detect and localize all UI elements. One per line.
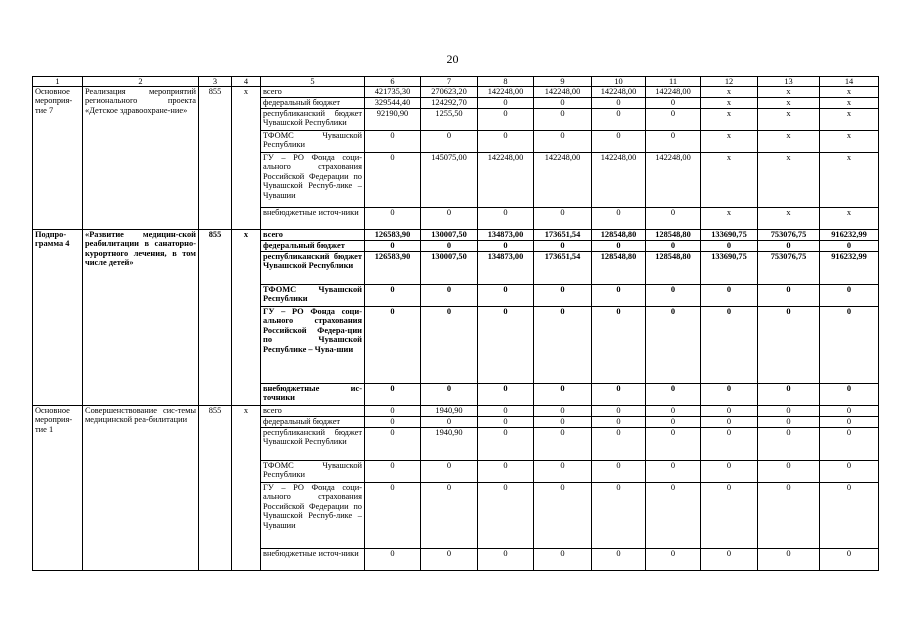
funding-source: внебюджетные ис-точники xyxy=(261,384,365,406)
value-cell: 0 xyxy=(365,307,421,384)
value-cell: 0 xyxy=(646,98,701,109)
value-cell: 0 xyxy=(534,428,592,461)
column-header: 13 xyxy=(758,77,820,87)
value-cell: 0 xyxy=(421,483,478,549)
value-cell: 0 xyxy=(478,98,534,109)
value-cell: 0 xyxy=(592,461,646,483)
value-cell: 0 xyxy=(758,241,820,252)
value-cell: 0 xyxy=(478,131,534,153)
value-cell: х xyxy=(758,109,820,131)
value-cell: 0 xyxy=(534,241,592,252)
value-cell: 0 xyxy=(592,109,646,131)
value-cell: 142248,00 xyxy=(646,87,701,98)
value-cell: 0 xyxy=(646,131,701,153)
page-number: 20 xyxy=(446,52,459,66)
value-cell: 0 xyxy=(534,461,592,483)
value-cell: 0 xyxy=(478,384,534,406)
value-cell: 0 xyxy=(646,428,701,461)
value-cell: 0 xyxy=(592,131,646,153)
value-cell: 0 xyxy=(421,131,478,153)
funding-source: ГУ – РО Фонда соци-ального страхования Российской Федерации по Чувашской Респуб-лике – Чувашии xyxy=(261,153,365,208)
value-cell: 0 xyxy=(478,549,534,571)
value-cell: 0 xyxy=(478,307,534,384)
value-cell: 0 xyxy=(820,241,879,252)
value-cell: 0 xyxy=(592,98,646,109)
value-cell: 0 xyxy=(592,384,646,406)
value-cell: 0 xyxy=(646,483,701,549)
value-cell: х xyxy=(820,109,879,131)
column-header: 1 xyxy=(33,77,83,87)
value-cell: 0 xyxy=(646,406,701,417)
column-header: 10 xyxy=(592,77,646,87)
column-header: 4 xyxy=(232,77,261,87)
row-x: х xyxy=(232,230,261,406)
value-cell: 0 xyxy=(701,549,758,571)
value-cell: 0 xyxy=(701,483,758,549)
value-cell: 0 xyxy=(478,406,534,417)
value-cell: 1940,90 xyxy=(421,428,478,461)
table-header xyxy=(33,77,879,87)
column-header: 8 xyxy=(478,77,534,87)
value-cell: 0 xyxy=(534,483,592,549)
value-cell: 0 xyxy=(534,285,592,307)
value-cell: 0 xyxy=(478,461,534,483)
value-cell: 0 xyxy=(592,428,646,461)
value-cell: 0 xyxy=(534,98,592,109)
value-cell: 0 xyxy=(820,428,879,461)
value-cell: 0 xyxy=(534,549,592,571)
value-cell: 0 xyxy=(701,384,758,406)
value-cell: 329544,40 xyxy=(365,98,421,109)
value-cell: 0 xyxy=(421,208,478,230)
value-cell: 916232,99 xyxy=(820,230,879,241)
value-cell: 0 xyxy=(820,406,879,417)
funding-source: республиканский бюджет Чувашской Республики xyxy=(261,109,365,131)
value-cell: 0 xyxy=(478,285,534,307)
value-cell: 0 xyxy=(758,307,820,384)
row-gr: 855 xyxy=(199,87,232,230)
value-cell: 0 xyxy=(820,461,879,483)
column-header: 14 xyxy=(820,77,879,87)
row-name: Совершенствование сис-темы медицинской реа-билитации xyxy=(83,406,199,571)
funding-source: федеральный бюджет xyxy=(261,241,365,252)
value-cell: 0 xyxy=(534,208,592,230)
value-cell: 0 xyxy=(758,417,820,428)
value-cell: 0 xyxy=(701,241,758,252)
value-cell: 0 xyxy=(365,461,421,483)
row-name: «Развитие медицин-ской реабилитации в санаторно-курортного лечения, в том числе детей» xyxy=(83,230,199,406)
value-cell: 0 xyxy=(365,384,421,406)
value-cell: 0 xyxy=(820,384,879,406)
value-cell: 753076,75 xyxy=(758,252,820,285)
value-cell: 0 xyxy=(365,417,421,428)
value-cell: 0 xyxy=(534,406,592,417)
table-row xyxy=(33,230,879,241)
column-header: 9 xyxy=(534,77,592,87)
funding-source: ГУ – РО Фонда соци-ального страхования Российской Федера-ции по Чувашской Республике – Чува-шии xyxy=(261,307,365,384)
value-cell: х xyxy=(820,208,879,230)
value-cell: х xyxy=(701,109,758,131)
value-cell: х xyxy=(820,87,879,98)
funding-source: всего xyxy=(261,87,365,98)
value-cell: 0 xyxy=(646,307,701,384)
value-cell: 0 xyxy=(534,131,592,153)
row-code: Основное мероприя-тие 1 xyxy=(33,406,83,571)
value-cell: х xyxy=(701,131,758,153)
value-cell: 133690,75 xyxy=(701,230,758,241)
value-cell: 0 xyxy=(534,109,592,131)
value-cell: 0 xyxy=(478,208,534,230)
value-cell: 0 xyxy=(478,483,534,549)
value-cell: 0 xyxy=(820,549,879,571)
value-cell: 0 xyxy=(592,241,646,252)
funding-source: республиканский бюджет Чувашской Республики xyxy=(261,428,365,461)
value-cell: 130007,50 xyxy=(421,230,478,241)
value-cell: 0 xyxy=(478,109,534,131)
value-cell: 0 xyxy=(758,461,820,483)
value-cell: 0 xyxy=(646,285,701,307)
value-cell: 0 xyxy=(701,461,758,483)
value-cell: 0 xyxy=(421,307,478,384)
value-cell: 0 xyxy=(820,417,879,428)
value-cell: 134873,00 xyxy=(478,230,534,241)
value-cell: 173651,54 xyxy=(534,252,592,285)
value-cell: 0 xyxy=(646,549,701,571)
value-cell: 142248,00 xyxy=(534,153,592,208)
value-cell: 0 xyxy=(421,241,478,252)
value-cell: 126583,90 xyxy=(365,252,421,285)
value-cell: 0 xyxy=(758,549,820,571)
value-cell: 92190,90 xyxy=(365,109,421,131)
value-cell: 916232,99 xyxy=(820,252,879,285)
value-cell: 0 xyxy=(646,461,701,483)
value-cell: 0 xyxy=(820,307,879,384)
value-cell: 0 xyxy=(365,483,421,549)
value-cell: х xyxy=(701,87,758,98)
value-cell: 0 xyxy=(421,417,478,428)
funding-source: ГУ – РО Фонда соци-ального страхования Российской Федерации по Чувашской Респуб-лике – Чувашии xyxy=(261,483,365,549)
value-cell: 0 xyxy=(646,384,701,406)
funding-source: ТФОМС Чувашской Республики xyxy=(261,285,365,307)
row-code: Подпро-грамма 4 xyxy=(33,230,83,406)
column-header: 6 xyxy=(365,77,421,87)
value-cell: 0 xyxy=(592,307,646,384)
value-cell: 0 xyxy=(701,307,758,384)
value-cell: 0 xyxy=(646,208,701,230)
value-cell: 126583,90 xyxy=(365,230,421,241)
value-cell: х xyxy=(758,153,820,208)
value-cell: 128548,80 xyxy=(646,252,701,285)
funding-source: федеральный бюджет xyxy=(261,417,365,428)
value-cell: 133690,75 xyxy=(701,252,758,285)
value-cell: 145075,00 xyxy=(421,153,478,208)
value-cell: 0 xyxy=(701,285,758,307)
table-body xyxy=(33,87,879,571)
value-cell: 0 xyxy=(758,483,820,549)
value-cell: 753076,75 xyxy=(758,230,820,241)
funding-source: ТФОМС Чувашской Республики xyxy=(261,131,365,153)
value-cell: 0 xyxy=(758,384,820,406)
value-cell: 0 xyxy=(478,241,534,252)
value-cell: 0 xyxy=(592,208,646,230)
column-header: 2 xyxy=(83,77,199,87)
value-cell: 0 xyxy=(701,417,758,428)
value-cell: х xyxy=(820,153,879,208)
value-cell: 0 xyxy=(478,417,534,428)
value-cell: 0 xyxy=(646,417,701,428)
value-cell: 0 xyxy=(421,461,478,483)
value-cell: х xyxy=(701,98,758,109)
value-cell: 134873,00 xyxy=(478,252,534,285)
value-cell: 0 xyxy=(365,549,421,571)
funding-source: внебюджетные источ-ники xyxy=(261,208,365,230)
value-cell: х xyxy=(758,98,820,109)
value-cell: 142248,00 xyxy=(646,153,701,208)
funding-source: ТФОМС Чувашской Республики xyxy=(261,461,365,483)
value-cell: 0 xyxy=(646,241,701,252)
value-cell: 0 xyxy=(592,417,646,428)
column-header: 5 xyxy=(261,77,365,87)
row-x: х xyxy=(232,87,261,230)
value-cell: х xyxy=(820,131,879,153)
row-gr: 855 xyxy=(199,406,232,571)
value-cell: 173651,54 xyxy=(534,230,592,241)
value-cell: 130007,50 xyxy=(421,252,478,285)
value-cell: 142248,00 xyxy=(478,87,534,98)
value-cell: 0 xyxy=(592,285,646,307)
column-header: 11 xyxy=(646,77,701,87)
value-cell: 0 xyxy=(820,285,879,307)
funding-source: федеральный бюджет xyxy=(261,98,365,109)
value-cell: х xyxy=(820,98,879,109)
value-cell: 0 xyxy=(534,307,592,384)
column-header: 3 xyxy=(199,77,232,87)
value-cell: 0 xyxy=(758,285,820,307)
value-cell: 0 xyxy=(758,428,820,461)
budget-table xyxy=(32,76,879,571)
value-cell: х xyxy=(758,131,820,153)
value-cell: 128548,80 xyxy=(592,252,646,285)
value-cell: 128548,80 xyxy=(592,230,646,241)
value-cell: х xyxy=(701,208,758,230)
value-cell: 0 xyxy=(701,428,758,461)
row-name: Реализация мероприятий регионального проекта «Детское здравоохране-ние» xyxy=(83,87,199,230)
row-code: Основное мероприя-тие 7 xyxy=(33,87,83,230)
table-row xyxy=(33,406,879,417)
value-cell: 0 xyxy=(758,406,820,417)
row-gr: 855 xyxy=(199,230,232,406)
value-cell: 142248,00 xyxy=(478,153,534,208)
row-x: х xyxy=(232,406,261,571)
table-row xyxy=(33,87,879,98)
funding-source: всего xyxy=(261,406,365,417)
value-cell: 270623,20 xyxy=(421,87,478,98)
value-cell: 128548,80 xyxy=(646,230,701,241)
value-cell: 0 xyxy=(592,406,646,417)
value-cell: 0 xyxy=(646,109,701,131)
value-cell: 0 xyxy=(365,153,421,208)
value-cell: х xyxy=(701,153,758,208)
value-cell: 0 xyxy=(365,208,421,230)
value-cell: 142248,00 xyxy=(534,87,592,98)
value-cell: 1940,90 xyxy=(421,406,478,417)
value-cell: 0 xyxy=(592,549,646,571)
value-cell: 0 xyxy=(421,549,478,571)
value-cell: х xyxy=(758,208,820,230)
value-cell: 1255,50 xyxy=(421,109,478,131)
value-cell: х xyxy=(758,87,820,98)
funding-source: республиканский бюджет Чувашской Республики xyxy=(261,252,365,285)
value-cell: 0 xyxy=(365,241,421,252)
value-cell: 0 xyxy=(820,483,879,549)
value-cell: 0 xyxy=(365,428,421,461)
value-cell: 0 xyxy=(534,384,592,406)
value-cell: 0 xyxy=(365,131,421,153)
value-cell: 0 xyxy=(421,285,478,307)
value-cell: 142248,00 xyxy=(592,87,646,98)
value-cell: 421735,30 xyxy=(365,87,421,98)
value-cell: 124292,70 xyxy=(421,98,478,109)
value-cell: 0 xyxy=(534,417,592,428)
value-cell: 142248,00 xyxy=(592,153,646,208)
value-cell: 0 xyxy=(421,384,478,406)
funding-source: внебюджетные источ-ники xyxy=(261,549,365,571)
value-cell: 0 xyxy=(365,285,421,307)
value-cell: 0 xyxy=(365,406,421,417)
column-header: 7 xyxy=(421,77,478,87)
column-header: 12 xyxy=(701,77,758,87)
value-cell: 0 xyxy=(592,483,646,549)
value-cell: 0 xyxy=(701,406,758,417)
funding-source: всего xyxy=(261,230,365,241)
value-cell: 0 xyxy=(478,428,534,461)
